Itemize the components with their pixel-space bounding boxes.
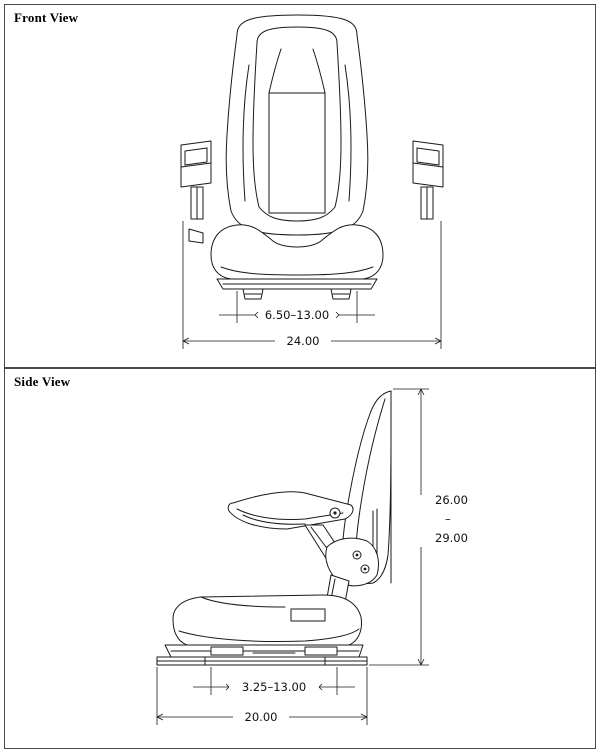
dim-side-height-lower: 29.00 xyxy=(435,531,468,545)
dim-front-width: 24.00 xyxy=(286,334,320,348)
front-view-panel xyxy=(4,4,596,368)
dim-side-depth: 20.00 xyxy=(244,710,278,724)
dim-side-track: 3.25–13.00 xyxy=(241,680,307,694)
front-view-drawing xyxy=(5,5,595,367)
dim-front-track: 6.50–13.00 xyxy=(264,308,330,322)
side-view-panel xyxy=(4,368,596,749)
dim-side-height-upper: 26.00 xyxy=(435,493,468,507)
side-view-drawing xyxy=(5,369,595,748)
side-view-title: Side View xyxy=(14,374,71,389)
front-view-title: Front View xyxy=(14,10,79,25)
dim-side-height-separator: – xyxy=(445,512,451,526)
